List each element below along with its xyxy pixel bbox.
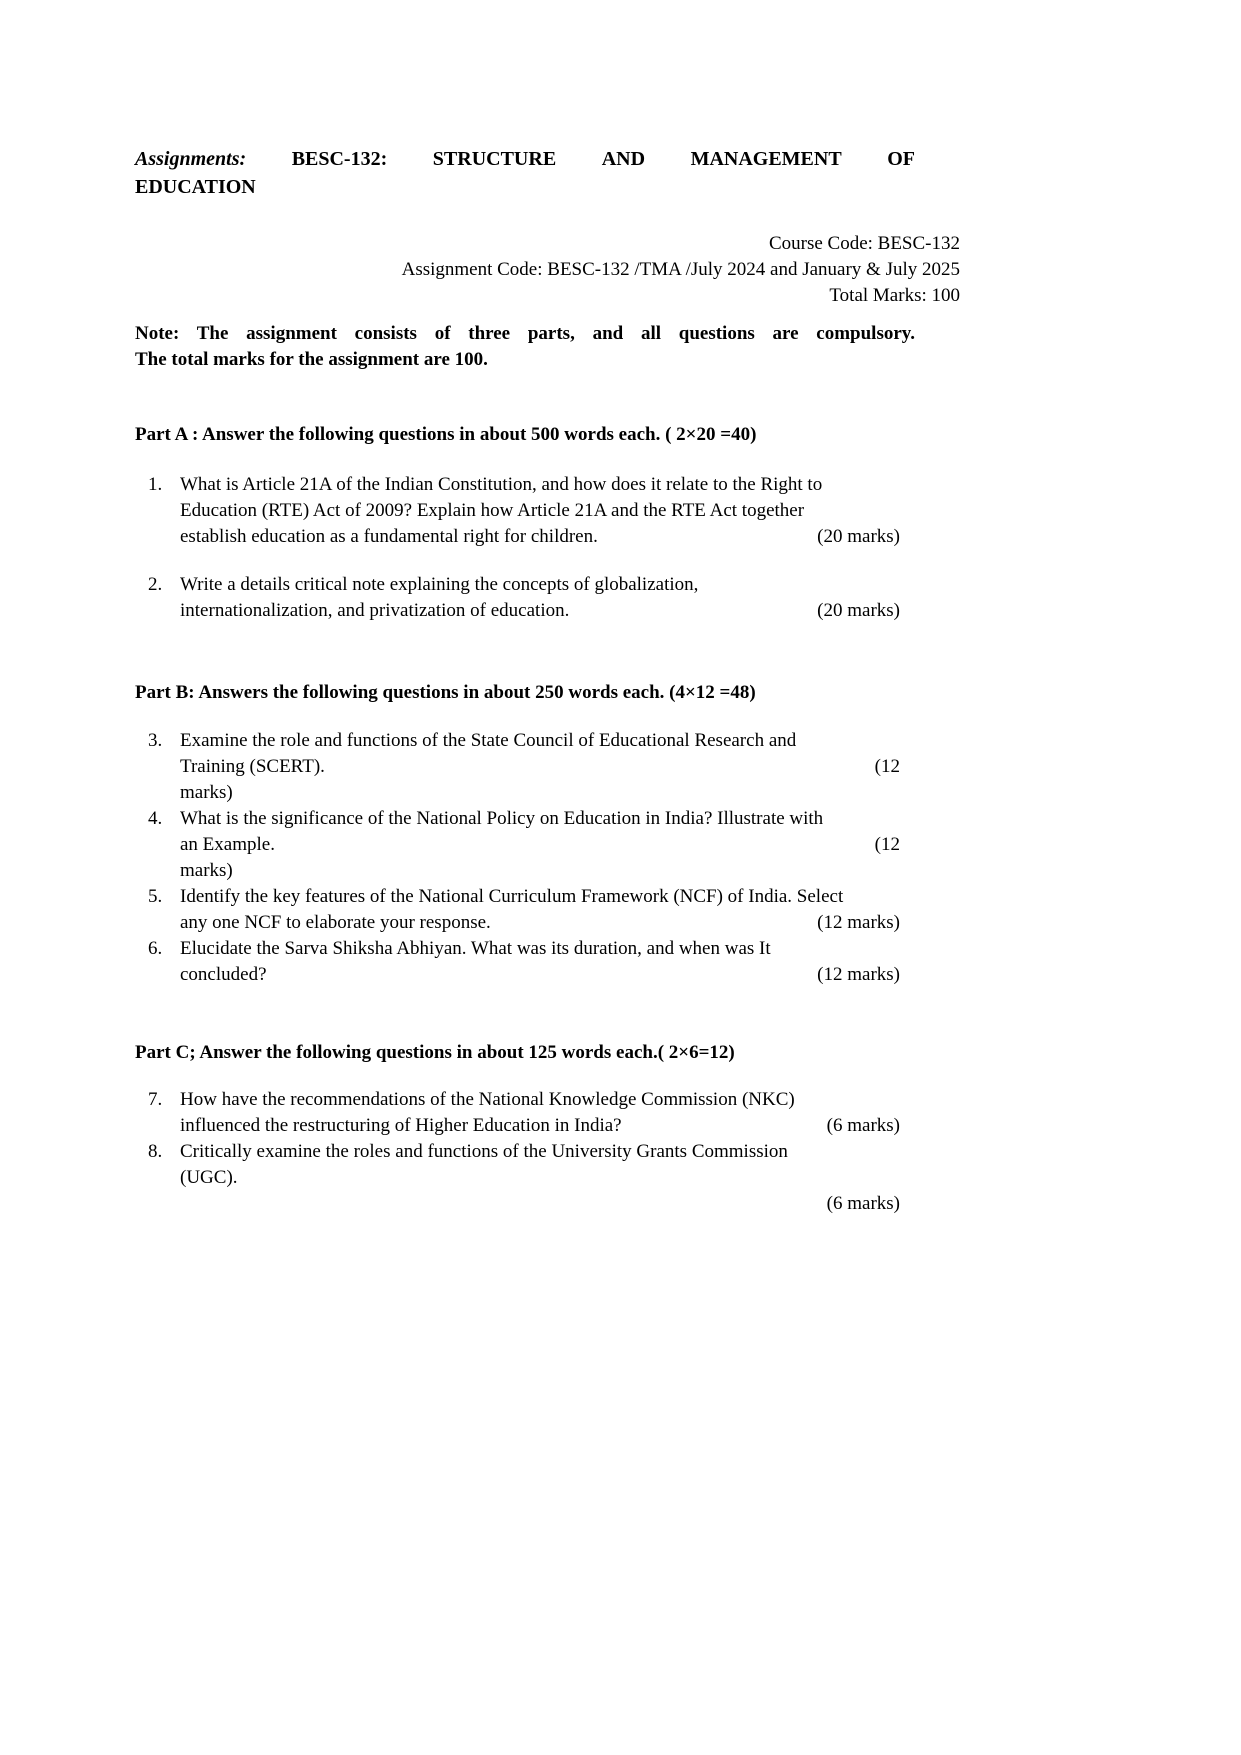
question-4 xyxy=(135,806,960,884)
question-line-text: What is Article 21A of the Indian Constitution, and how does it relate to the Right to xyxy=(180,474,823,495)
question-line xyxy=(180,572,960,598)
question-line xyxy=(180,832,960,858)
question-line-text: Examine the role and functions of the State Council of Educational Research and xyxy=(180,730,797,751)
part-c-heading: Part C; Answer the following questions in about 125 words each.( 2×6=12) xyxy=(135,1042,735,1063)
question-number: 2. xyxy=(148,574,163,595)
question-line xyxy=(180,884,960,910)
question-8 xyxy=(135,1139,960,1217)
title-word-course: BESC-132: xyxy=(291,148,388,170)
question-line-text: marks) xyxy=(180,860,233,881)
question-number: 1. xyxy=(148,474,163,495)
question-number: 3. xyxy=(148,730,163,751)
title-word-assignments: Assignments: xyxy=(135,148,247,170)
question-line-text: Education (RTE) Act of 2009? Explain how Article 21A and the RTE Act together xyxy=(180,500,805,521)
question-line-text: Training (SCERT). xyxy=(180,756,325,777)
question-line xyxy=(180,472,960,498)
question-lines xyxy=(180,572,960,624)
note-line2: The total marks for the assignment are 100. xyxy=(135,349,488,370)
question-line-text: (UGC). xyxy=(180,1167,238,1188)
question-line xyxy=(180,962,960,988)
question-lines xyxy=(180,728,960,806)
marks-label: (12 xyxy=(874,756,900,777)
question-line-text: Identify the key features of the National Curriculum Framework (NCF) of India. Select xyxy=(180,886,844,907)
question-line-text: internationalization, and privatization of education. xyxy=(180,600,570,621)
marks-label: (20 marks) xyxy=(817,526,900,547)
question-line xyxy=(180,1191,960,1217)
header-info xyxy=(135,231,960,309)
question-number: 7. xyxy=(148,1089,163,1110)
question-number: 6. xyxy=(148,938,163,959)
question-line xyxy=(180,728,960,754)
marks-label: (12 marks) xyxy=(817,964,900,985)
marks-label: (12 marks) xyxy=(817,912,900,933)
assignment-title xyxy=(135,145,915,201)
title-word: STRUCTURE xyxy=(432,148,557,170)
question-lines xyxy=(180,884,960,936)
assignment-title-line1 xyxy=(135,145,915,173)
title-word: OF xyxy=(887,148,915,170)
part-b-heading: Part B: Answers the following questions in about 250 words each. (4×12 =48) xyxy=(135,682,756,703)
question-line xyxy=(180,1087,960,1113)
note xyxy=(135,321,915,373)
question-2 xyxy=(135,572,960,624)
question-number: 4. xyxy=(148,808,163,829)
question-number: 8. xyxy=(148,1141,163,1162)
question-6 xyxy=(135,936,960,988)
question-line-text: How have the recommendations of the National Knowledge Commission (NKC) xyxy=(180,1089,795,1110)
marks-label: (6 marks) xyxy=(826,1193,900,1214)
course-code: Course Code: BESC-132 xyxy=(768,233,960,254)
question-3 xyxy=(135,728,960,806)
question-lines xyxy=(180,936,960,988)
question-lines xyxy=(180,1087,960,1139)
question-line-text: What is the significance of the National Policy on Education in India? Illustrate with xyxy=(180,808,824,829)
marks-label: (6 marks) xyxy=(826,1115,900,1136)
question-number: 5. xyxy=(148,886,163,907)
note-line1: Note: The assignment consists of three parts, and all questions are compulsory. xyxy=(135,323,915,344)
question-line-text: marks) xyxy=(180,782,233,803)
question-line xyxy=(180,910,960,936)
question-line-text: influenced the restructuring of Higher Education in India? xyxy=(180,1115,622,1136)
assignment-title-line2: EDUCATION xyxy=(135,176,256,198)
question-line-text: any one NCF to elaborate your response. xyxy=(180,912,491,933)
question-line-text: Write a details critical note explaining the concepts of globalization, xyxy=(180,574,699,595)
question-line xyxy=(180,754,960,780)
question-line xyxy=(180,780,960,806)
marks-label: (20 marks) xyxy=(817,600,900,621)
title-word: AND xyxy=(601,148,646,170)
question-line-text: Elucidate the Sarva Shiksha Abhiyan. What was its duration, and when was It xyxy=(180,938,771,959)
question-line-text: concluded? xyxy=(180,964,267,985)
question-line xyxy=(180,858,960,884)
title-word: MANAGEMENT xyxy=(690,148,842,170)
question-line xyxy=(180,1139,960,1165)
question-line-text: Critically examine the roles and functions of the University Grants Commission xyxy=(180,1141,788,1162)
question-line xyxy=(180,1113,960,1139)
question-line xyxy=(180,1165,960,1191)
question-lines xyxy=(180,472,960,550)
question-1 xyxy=(135,472,960,550)
question-line xyxy=(180,806,960,832)
question-lines xyxy=(180,806,960,884)
question-line xyxy=(180,498,960,524)
question-line xyxy=(180,598,960,624)
question-7 xyxy=(135,1087,960,1139)
part-a-heading: Part A : Answer the following questions in about 500 words each. ( 2×20 =40) xyxy=(135,424,757,445)
question-line-text: establish education as a fundamental right for children. xyxy=(180,526,598,547)
question-line xyxy=(180,524,960,550)
total-marks: Total Marks: 100 xyxy=(829,285,960,306)
marks-label: (12 xyxy=(874,834,900,855)
assignment-code: Assignment Code: BESC-132 /TMA /July 2024 and January & July 2025 xyxy=(401,259,960,280)
question-lines xyxy=(180,1139,960,1217)
question-line-text: an Example. xyxy=(180,834,275,855)
question-line xyxy=(180,936,960,962)
question-5 xyxy=(135,884,960,936)
